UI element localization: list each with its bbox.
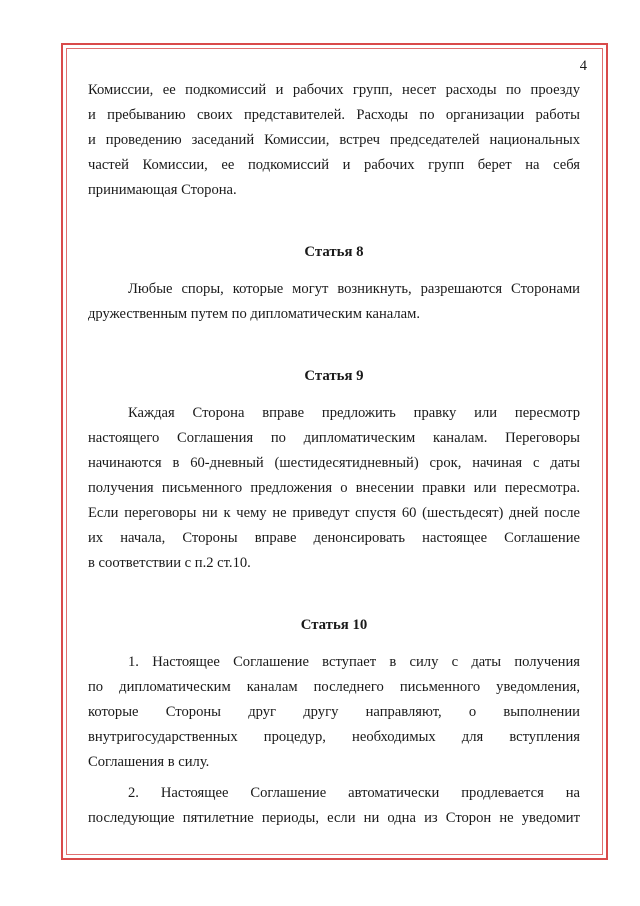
page-number: 4 bbox=[579, 58, 587, 74]
article-9-line-6: их начала, Стороны вправе денонсировать настоящее Соглашение bbox=[88, 530, 580, 546]
intro-line-3: и проведению заседаний Комиссии, встреч председателей национальных bbox=[88, 132, 580, 148]
article-9-line-4: получения письменного предложения о внесении правки или пересмотра. bbox=[88, 480, 580, 496]
article-10-p1-line-1: 1. Настоящее Соглашение вступает в силу с даты получения bbox=[128, 654, 580, 670]
article-9-line-2: настоящего Соглашения по дипломатическим каналам. Переговоры bbox=[88, 430, 580, 446]
article-10-p1-line-2: по дипломатическим каналам последнего письменного уведомления, bbox=[88, 679, 580, 695]
article-10-heading: Статья 10 bbox=[300, 617, 368, 633]
article-10-p1-line-5: Соглашения в силу. bbox=[88, 754, 210, 770]
article-9-line-5: Если переговоры ни к чему не приведут спустя 60 (шестьдесят) дней после bbox=[88, 505, 580, 521]
article-10-p2-line-2: последующие пятилетние периоды, если ни одна из Сторон не уведомит bbox=[88, 810, 580, 826]
article-9-line-3: начинаются в 60-дневный (шестидесятидневный) срок, начиная с даты bbox=[88, 455, 580, 471]
article-10-p2-line-1: 2. Настоящее Соглашение автоматически продлевается на bbox=[128, 785, 580, 801]
intro-line-5: принимающая Сторона. bbox=[88, 182, 237, 198]
article-9-line-1: Каждая Сторона вправе предложить правку или пересмотр bbox=[128, 405, 580, 421]
article-9-line-7: в соответствии с п.2 ст.10. bbox=[88, 555, 251, 571]
article-8-heading: Статья 8 bbox=[304, 244, 364, 260]
intro-line-4: частей Комиссии, ее подкомиссий и рабочих групп берет на себя bbox=[88, 157, 580, 173]
intro-line-1: Комиссии, ее подкомиссий и рабочих групп, несет расходы по проезду bbox=[88, 82, 580, 98]
article-10-p1-line-4: внутригосударственных процедур, необходимых для вступления bbox=[88, 729, 580, 745]
article-10-p1-line-3: которые Стороны друг другу направляют, о выполнении bbox=[88, 704, 580, 720]
article-8-line-2: дружественным путем по дипломатическим каналам. bbox=[88, 306, 421, 322]
article-8-line-1: Любые споры, которые могут возникнуть, разрешаются Сторонами bbox=[128, 281, 580, 297]
intro-line-2: и пребыванию своих представителей. Расходы по организации работы bbox=[88, 107, 580, 123]
article-9-heading: Статья 9 bbox=[304, 368, 364, 384]
